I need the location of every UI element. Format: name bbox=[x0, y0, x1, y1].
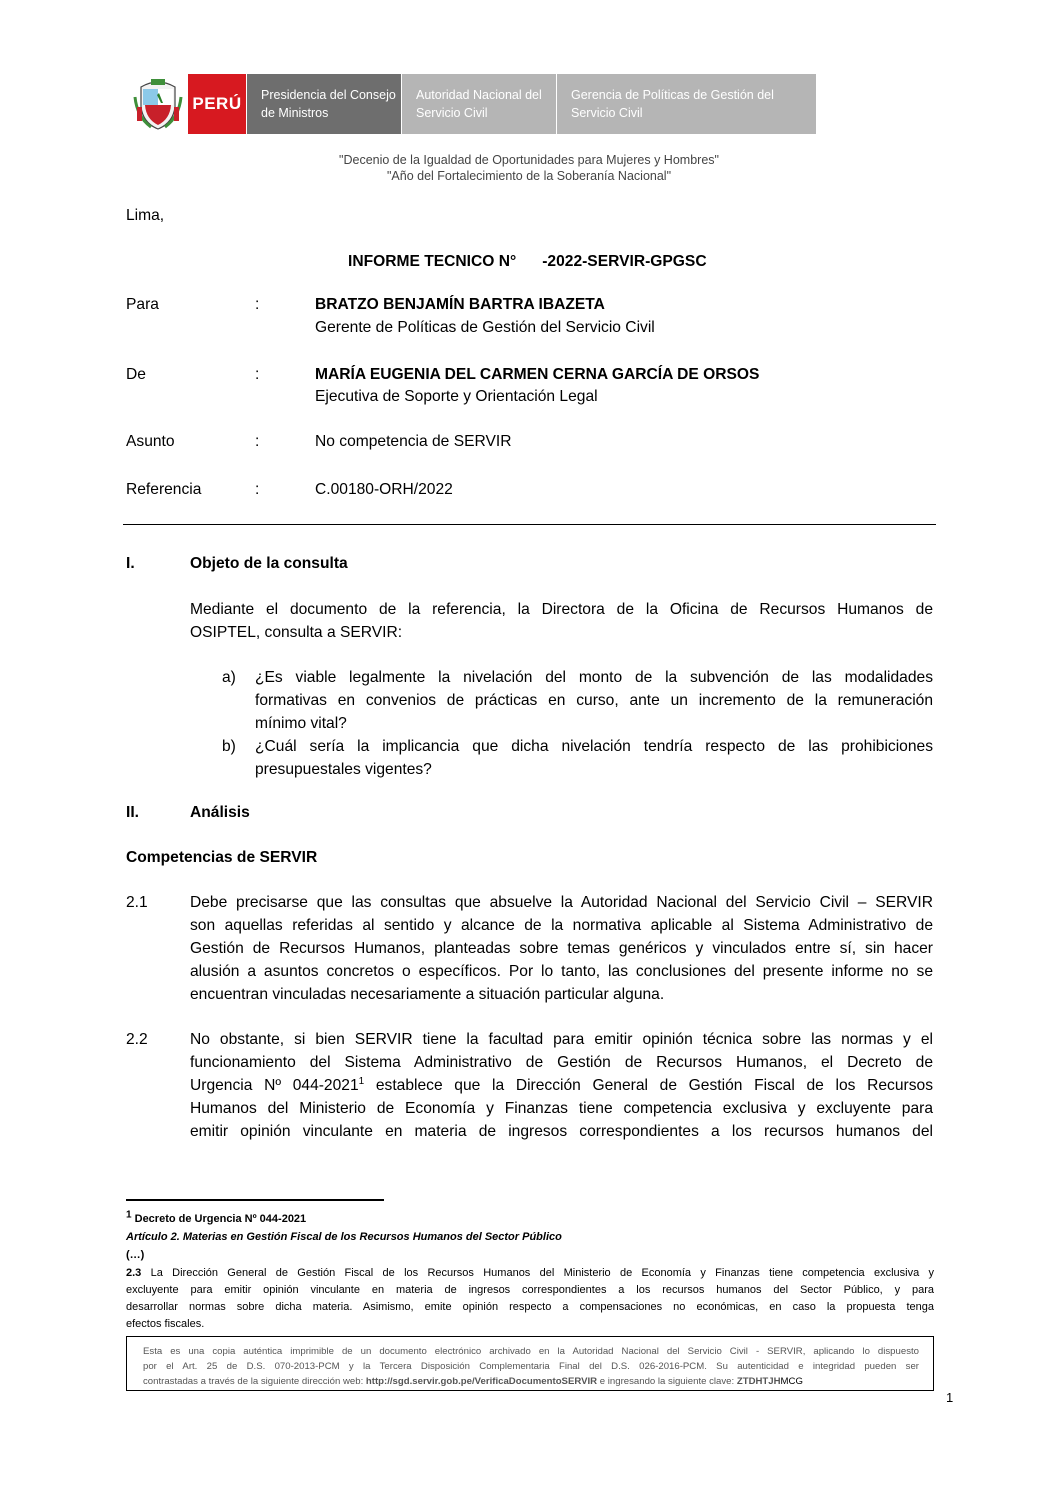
decree-text: establece que la Dirección General de Gestión Fiscal de los Recursos bbox=[364, 1077, 933, 1094]
field-referencia-value: C.00180-ORH/2022 bbox=[315, 481, 453, 498]
item-b-mark: b) bbox=[222, 738, 236, 755]
item-a-mark: a) bbox=[222, 669, 236, 686]
field-referencia-label: Referencia bbox=[126, 481, 202, 498]
section-1-title: Objeto de la consulta bbox=[190, 555, 348, 572]
verification-key: ZTDHTJH bbox=[736, 1376, 781, 1387]
document-suffix: MCG bbox=[780, 1376, 803, 1387]
authenticity-line-3-mid: e ingresando la siguiente clave: bbox=[597, 1376, 737, 1387]
footnote-title bbox=[126, 1209, 934, 1227]
paragraph-2-2-line-1: No obstante, si bien SERVIR tiene la facultad para emitir opinión técnica sobre las normas y el bbox=[190, 1031, 933, 1048]
section-1-number: I. bbox=[126, 555, 135, 572]
paragraph-2-2-line-3 bbox=[190, 1074, 933, 1097]
header-divider bbox=[123, 524, 936, 525]
footnote-text-number: 2.3 bbox=[126, 1267, 142, 1279]
paragraph-2-2-line-4: Humanos del Ministerio de Economía y Finanzas tiene competencia exclusiva y excluyente para bbox=[190, 1100, 933, 1117]
field-de-label: De bbox=[126, 366, 146, 383]
paragraph-2-1-line-2: son aquellas referidas al sentido y alcance de la normativa aplicable al Sistema Administrativo de bbox=[190, 917, 933, 934]
paragraph-2-1-line-1: Debe precisarse que las consultas que absuelve la Autoridad Nacional del Servicio Civil – SERVIR bbox=[190, 894, 933, 911]
section-2-title: Análisis bbox=[190, 804, 250, 821]
report-title: INFORME TECNICO N° -2022-SERVIR-GPGSC bbox=[348, 253, 707, 270]
paragraph-2-1-line-3: Gestión de Recursos Humanos, planteadas sobre temas genéricos y vinculados entre sí, sin hacer bbox=[190, 940, 933, 957]
item-b-line-1: ¿Cuál sería la implicancia que dicha nivelación tendría respecto de las prohibiciones bbox=[255, 738, 933, 755]
field-asunto-colon: : bbox=[255, 433, 260, 450]
peru-coat-of-arms-icon bbox=[133, 77, 183, 131]
item-b-line-2: presupuestales vigentes? bbox=[255, 761, 432, 778]
header-pcm: Presidencia del Consejo de Ministros bbox=[247, 74, 401, 134]
item-a-line-3: mínimo vital? bbox=[255, 715, 347, 732]
peru-logo: PERÚ bbox=[188, 74, 246, 134]
footnote-marker: 1 bbox=[358, 1075, 365, 1087]
section-1-intro-line-1: Mediante el documento de la referencia, la Directora de la Oficina de Recursos Humanos de bbox=[190, 601, 933, 618]
decree-reference: Urgencia Nº 044-2021 bbox=[190, 1077, 359, 1094]
authenticity-line-3-start: contrastadas a través de la siguiente dirección web: bbox=[143, 1376, 366, 1387]
section-2-subtitle: Competencias de SERVIR bbox=[126, 849, 318, 866]
verification-url-link[interactable]: http://sgd.servir.gob.pe/VerificaDocumentoSERVIR bbox=[365, 1376, 598, 1387]
field-de-name: MARÍA EUGENIA DEL CARMEN CERNA GARCÍA DE ORSOS bbox=[315, 366, 760, 383]
authenticity-notice bbox=[126, 1336, 934, 1391]
paragraph-2-1-line-5: encuentran vinculadas necesariamente a situación particular alguna. bbox=[190, 986, 665, 1003]
header-servir: Autoridad Nacional del Servicio Civil bbox=[402, 74, 556, 134]
item-a-line-1: ¿Es viable legalmente la nivelación del monto de la subvención de las modalidades bbox=[255, 669, 933, 686]
field-referencia-colon: : bbox=[255, 481, 260, 498]
field-de-colon: : bbox=[255, 366, 260, 383]
paragraph-2-2-line-5: emitir opinión vinculante en materia de ingresos correspondientes a los recursos humanos del bbox=[190, 1123, 933, 1140]
footnote-text-line-1 bbox=[126, 1266, 934, 1281]
section-2-number: II. bbox=[126, 804, 139, 821]
footnote-text-line-3: desarrollar normas sobre dicha materia. Asimismo, emite opinión respecto a compensaciones no económicas, en caso la propuesta tenga bbox=[126, 1301, 934, 1313]
footnote-article: Artículo 2. Materias en Gestión Fiscal de los Recursos Humanos del Sector Público bbox=[126, 1231, 562, 1243]
decenio-line-2: "Año del Fortalecimiento de la Soberanía Nacional" bbox=[386, 169, 672, 183]
footnote-divider bbox=[126, 1199, 384, 1201]
section-1-intro-line-2: OSIPTEL, consulta a SERVIR: bbox=[190, 624, 403, 641]
field-para-colon: : bbox=[255, 296, 260, 313]
paragraph-2-1-line-4: alusión a asuntos concretos o específicos. Por lo tanto, las conclusiones del presente informe no se bbox=[190, 963, 933, 980]
paragraph-2-1-number: 2.1 bbox=[126, 894, 148, 911]
field-asunto-label: Asunto bbox=[126, 433, 175, 450]
footnote-title-text: Decreto de Urgencia Nº 044-2021 bbox=[134, 1213, 307, 1225]
paragraph-2-2-line-2: funcionamiento del Sistema Administrativo de Gestión de Recursos Humanos, el Decreto de bbox=[190, 1054, 933, 1071]
footnote-ellipsis: (…) bbox=[126, 1249, 145, 1261]
authenticity-line-3 bbox=[143, 1374, 919, 1389]
footnote-number: 1 bbox=[126, 1209, 132, 1221]
footnote-text-line-2: excluyente para emitir opinión vinculante en materia de ingresos correspondientes a los recursos humanos del Sector Público, y para bbox=[126, 1284, 934, 1296]
field-asunto-value: No competencia de SERVIR bbox=[315, 433, 512, 450]
decenio-line-1: "Decenio de la Igualdad de Oportunidades para Mujeres y Hombres" bbox=[339, 153, 719, 167]
authenticity-line-2: por el Art. 25 de D.S. 070-2013-PCM y la Tercera Disposición Complementaria Final del D.S. 026-2016-PCM. Su autenticidad e integridad pueden ser bbox=[143, 1361, 919, 1372]
header-gerencia: Gerencia de Políticas de Gestión del Servicio Civil bbox=[557, 74, 816, 134]
field-para-name: BRATZO BENJAMÍN BARTRA IBAZETA bbox=[315, 296, 605, 313]
field-de-role: Ejecutiva de Soporte y Orientación Legal bbox=[315, 388, 598, 405]
paragraph-2-2-number: 2.2 bbox=[126, 1031, 148, 1048]
footnote-text-line-1-content: La Dirección General de Gestión Fiscal de los Recursos Humanos del Ministerio de Economía y Finanzas tiene competencia exclusiva y bbox=[150, 1267, 934, 1279]
place-date: Lima, bbox=[126, 207, 165, 224]
item-a-line-2: formativas en convenios de prácticas en curso, ante un incremento de la remuneración bbox=[255, 692, 933, 709]
footnote-text-line-4: efectos fiscales. bbox=[126, 1318, 205, 1330]
field-para-label: Para bbox=[126, 296, 159, 313]
authenticity-line-1: Esta es una copia auténtica imprimible de un documento electrónico archivado en la Autoridad Nacional del Servicio Civil - SERVIR, aplicando lo dispuesto bbox=[143, 1346, 919, 1357]
field-para-role: Gerente de Políticas de Gestión del Servicio Civil bbox=[315, 319, 655, 336]
page-number: 1 bbox=[946, 1390, 954, 1405]
